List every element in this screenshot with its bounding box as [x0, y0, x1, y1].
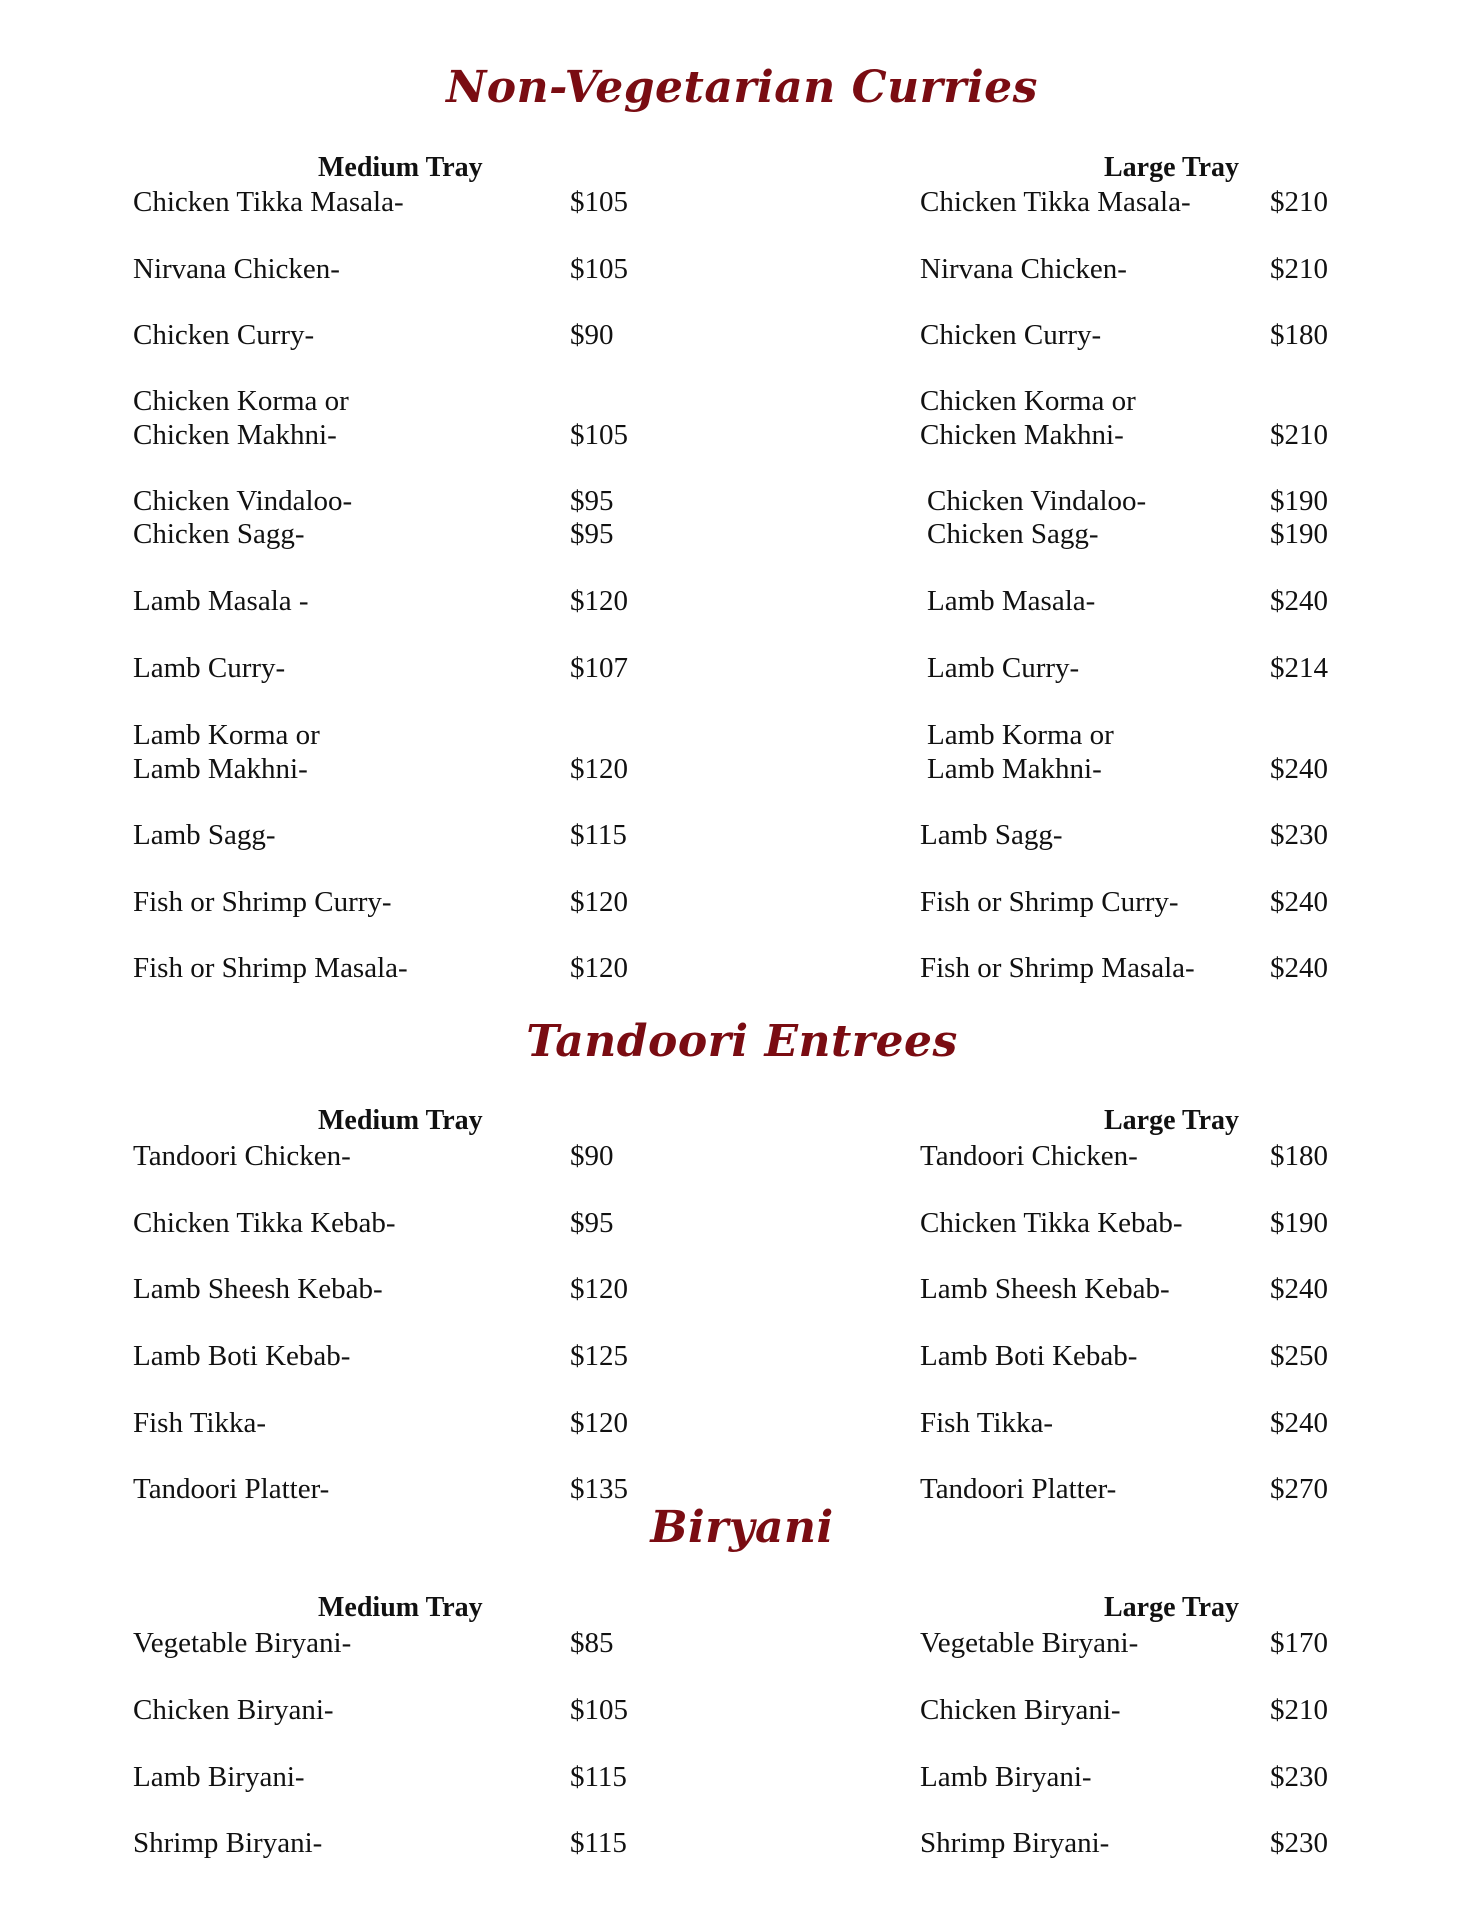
- medium-tray-price: $90: [570, 319, 614, 351]
- menu-item-name-large: [920, 818, 1063, 852]
- menu-item-name-line: Chicken Curry-: [920, 319, 1102, 351]
- menu-item-name-large: [920, 1272, 1170, 1306]
- medium-tray-header: Medium Tray: [318, 1592, 483, 1623]
- menu-item-name: [133, 384, 349, 452]
- menu-item-name: [133, 584, 309, 618]
- menu-item-name: [133, 885, 392, 919]
- menu-item-name-line: Vegetable Biryani-: [133, 1627, 352, 1659]
- menu-item-name-line: Chicken Tikka Masala-: [920, 186, 1191, 218]
- medium-tray-price: $95: [570, 518, 614, 550]
- menu-item-name: [133, 1339, 350, 1373]
- large-tray-header: Large Tray: [1104, 152, 1240, 183]
- menu-item-name-large: [927, 651, 1079, 685]
- menu-item-name-line: Chicken Tikka Kebab-: [920, 1207, 1183, 1239]
- menu-item-name-line: Fish or Shrimp Masala-: [920, 952, 1195, 984]
- menu-item-name-large: [920, 252, 1127, 286]
- medium-tray-price: $120: [570, 585, 628, 617]
- large-tray-price: $250: [1270, 1340, 1328, 1372]
- medium-tray-header: Medium Tray: [318, 1105, 483, 1136]
- menu-item-name-large: [920, 318, 1101, 352]
- menu-item-name: [133, 318, 314, 352]
- menu-item-name-line: Chicken Makhni-: [133, 419, 337, 451]
- menu-item-name-large: [920, 885, 1179, 919]
- medium-tray-price: $135: [570, 1473, 628, 1505]
- menu-item-name-large: [920, 1206, 1183, 1240]
- medium-tray-price: $125: [570, 1340, 628, 1372]
- large-tray-price: $230: [1270, 1827, 1328, 1859]
- menu-item-name-line: Chicken Vindaloo-: [927, 485, 1147, 517]
- menu-item-name: [133, 1626, 351, 1660]
- large-tray-price: $230: [1270, 1761, 1328, 1793]
- menu-item-name-large: [927, 718, 1114, 786]
- menu-item-name-large: [927, 517, 1099, 551]
- medium-tray-price: $120: [570, 753, 628, 785]
- menu-item-name: [133, 1760, 305, 1794]
- menu-item-name: [133, 1472, 329, 1506]
- menu-item-name-line: Lamb Sagg-: [133, 819, 276, 851]
- menu-item-name-line: Lamb Makhni-: [927, 753, 1102, 785]
- menu-item-name-line: Shrimp Biryani-: [133, 1827, 323, 1859]
- menu-item-name: [133, 1272, 383, 1306]
- large-tray-price: $210: [1270, 419, 1328, 451]
- menu-item-name-line: Chicken Biryani-: [133, 1694, 334, 1726]
- menu-item-name: [133, 484, 352, 518]
- large-tray-price: $190: [1270, 518, 1328, 550]
- menu-item-name-line: Lamb Sheesh Kebab-: [133, 1273, 383, 1305]
- menu-item-name-line: Lamb Boti Kebab-: [920, 1340, 1138, 1372]
- menu-item-name-line: Lamb Biryani-: [133, 1761, 305, 1793]
- menu-item-name: [133, 818, 276, 852]
- large-tray-price: $170: [1270, 1627, 1328, 1659]
- medium-tray-price: $105: [570, 1694, 628, 1726]
- menu-item-name-line: Fish or Shrimp Curry-: [133, 886, 392, 918]
- medium-tray-price: $105: [570, 253, 628, 285]
- large-tray-price: $180: [1270, 319, 1328, 351]
- menu-item-name-large: [927, 484, 1146, 518]
- medium-tray-price: $90: [570, 1140, 614, 1172]
- medium-tray-price: $120: [570, 1407, 628, 1439]
- large-tray-price: $180: [1270, 1140, 1328, 1172]
- menu-item-name-large: [920, 1760, 1092, 1794]
- menu-item-name-line: Shrimp Biryani-: [920, 1827, 1110, 1859]
- medium-tray-price: $115: [570, 1827, 627, 1859]
- menu-item-name-line: Lamb Curry-: [927, 652, 1080, 684]
- large-tray-price: $240: [1270, 886, 1328, 918]
- large-tray-price: $190: [1270, 485, 1328, 517]
- menu-item-name-line: Lamb Sagg-: [920, 819, 1063, 851]
- large-tray-price: $210: [1270, 1694, 1328, 1726]
- large-tray-price: $240: [1270, 1273, 1328, 1305]
- menu-item-name-line: Nirvana Chicken-: [133, 253, 340, 285]
- menu-item-name-large: [920, 1626, 1138, 1660]
- menu-item-name-line: Tandoori Platter-: [920, 1473, 1117, 1505]
- large-tray-price: $210: [1270, 253, 1328, 285]
- medium-tray-header: Medium Tray: [318, 152, 483, 183]
- medium-tray-price: $115: [570, 819, 627, 851]
- large-tray-header: Large Tray: [1104, 1592, 1240, 1623]
- large-tray-price: $190: [1270, 1207, 1328, 1239]
- section-title: Biryani: [650, 1502, 834, 1553]
- medium-tray-price: $95: [570, 485, 614, 517]
- medium-tray-price: $105: [570, 419, 628, 451]
- menu-item-name-line: Chicken Sagg-: [133, 518, 305, 550]
- menu-item-name: [133, 185, 404, 219]
- menu-item-name-line: Tandoori Chicken-: [133, 1140, 351, 1172]
- menu-item-name-line: Chicken Makhni-: [920, 419, 1124, 451]
- menu-item-name-line: Chicken Sagg-: [927, 518, 1099, 550]
- medium-tray-price: $95: [570, 1207, 614, 1239]
- menu-item-name-line: Fish Tikka-: [133, 1407, 266, 1439]
- medium-tray-price: $107: [570, 652, 628, 684]
- large-tray-header: Large Tray: [1104, 1105, 1240, 1136]
- menu-item-name: [133, 1693, 334, 1727]
- menu-item-name: [133, 252, 340, 286]
- menu-item-name: [133, 517, 305, 551]
- menu-item-name-line: Chicken Tikka Masala-: [133, 186, 404, 218]
- menu-item-name-line: Chicken Biryani-: [920, 1694, 1121, 1726]
- menu-item-name-line: Tandoori Platter-: [133, 1473, 330, 1505]
- large-tray-price: $240: [1270, 1407, 1328, 1439]
- menu-item-name-line: Lamb Masala -: [133, 585, 309, 617]
- menu-item-name-large: [920, 1826, 1109, 1860]
- menu-item-name-large: [927, 584, 1095, 618]
- menu-item-name-line: Lamb Masala-: [927, 585, 1096, 617]
- menu-item-name-large: [920, 1339, 1137, 1373]
- menu-item-name-line: Lamb Korma or: [133, 719, 320, 751]
- large-tray-price: $214: [1270, 652, 1328, 684]
- menu-item-name-line: Chicken Tikka Kebab-: [133, 1207, 396, 1239]
- menu-item-name-line: Fish or Shrimp Curry-: [920, 886, 1179, 918]
- menu-item-name-large: [920, 1406, 1053, 1440]
- menu-item-name-large: [920, 1472, 1116, 1506]
- menu-item-name-large: [920, 384, 1136, 452]
- menu-item-name-line: Lamb Korma or: [927, 719, 1114, 751]
- menu-item-name-line: Chicken Korma or: [133, 385, 349, 417]
- menu-item-name-large: [920, 951, 1195, 985]
- menu-item-name-line: Lamb Curry-: [133, 652, 286, 684]
- menu-item-name-large: [920, 1139, 1138, 1173]
- large-tray-price: $240: [1270, 952, 1328, 984]
- menu-item-name-line: Fish or Shrimp Masala-: [133, 952, 408, 984]
- medium-tray-price: $115: [570, 1761, 627, 1793]
- menu-item-name-line: Lamb Biryani-: [920, 1761, 1092, 1793]
- menu-item-name: [133, 1206, 396, 1240]
- menu-item-name-line: Chicken Vindaloo-: [133, 485, 353, 517]
- menu-item-name-line: Lamb Makhni-: [133, 753, 308, 785]
- menu-item-name: [133, 1406, 266, 1440]
- menu-item-name-line: Nirvana Chicken-: [920, 253, 1127, 285]
- medium-tray-price: $105: [570, 186, 628, 218]
- menu-item-name-large: [920, 1693, 1121, 1727]
- menu-item-name: [133, 718, 320, 786]
- menu-item-name: [133, 1826, 322, 1860]
- menu-item-name-line: Vegetable Biryani-: [920, 1627, 1139, 1659]
- large-tray-price: $230: [1270, 819, 1328, 851]
- menu-item-name-line: Lamb Boti Kebab-: [133, 1340, 351, 1372]
- medium-tray-price: $120: [570, 1273, 628, 1305]
- menu-item-name-line: Chicken Korma or: [920, 385, 1136, 417]
- medium-tray-price: $85: [570, 1627, 614, 1659]
- menu-item-name-line: Lamb Sheesh Kebab-: [920, 1273, 1170, 1305]
- medium-tray-price: $120: [570, 952, 628, 984]
- large-tray-price: $240: [1270, 585, 1328, 617]
- menu-item-name: [133, 1139, 351, 1173]
- menu-item-name: [133, 651, 285, 685]
- menu-item-name: [133, 951, 408, 985]
- menu-item-name-large: [920, 185, 1191, 219]
- menu-item-name-line: Chicken Curry-: [133, 319, 315, 351]
- medium-tray-price: $120: [570, 886, 628, 918]
- menu-item-name-line: Tandoori Chicken-: [920, 1140, 1138, 1172]
- menu-item-name-line: Fish Tikka-: [920, 1407, 1053, 1439]
- section-title: Tandoori Entrees: [526, 1016, 958, 1067]
- section-title: Non-Vegetarian Curries: [446, 62, 1038, 113]
- large-tray-price: $240: [1270, 753, 1328, 785]
- large-tray-price: $270: [1270, 1473, 1328, 1505]
- large-tray-price: $210: [1270, 186, 1328, 218]
